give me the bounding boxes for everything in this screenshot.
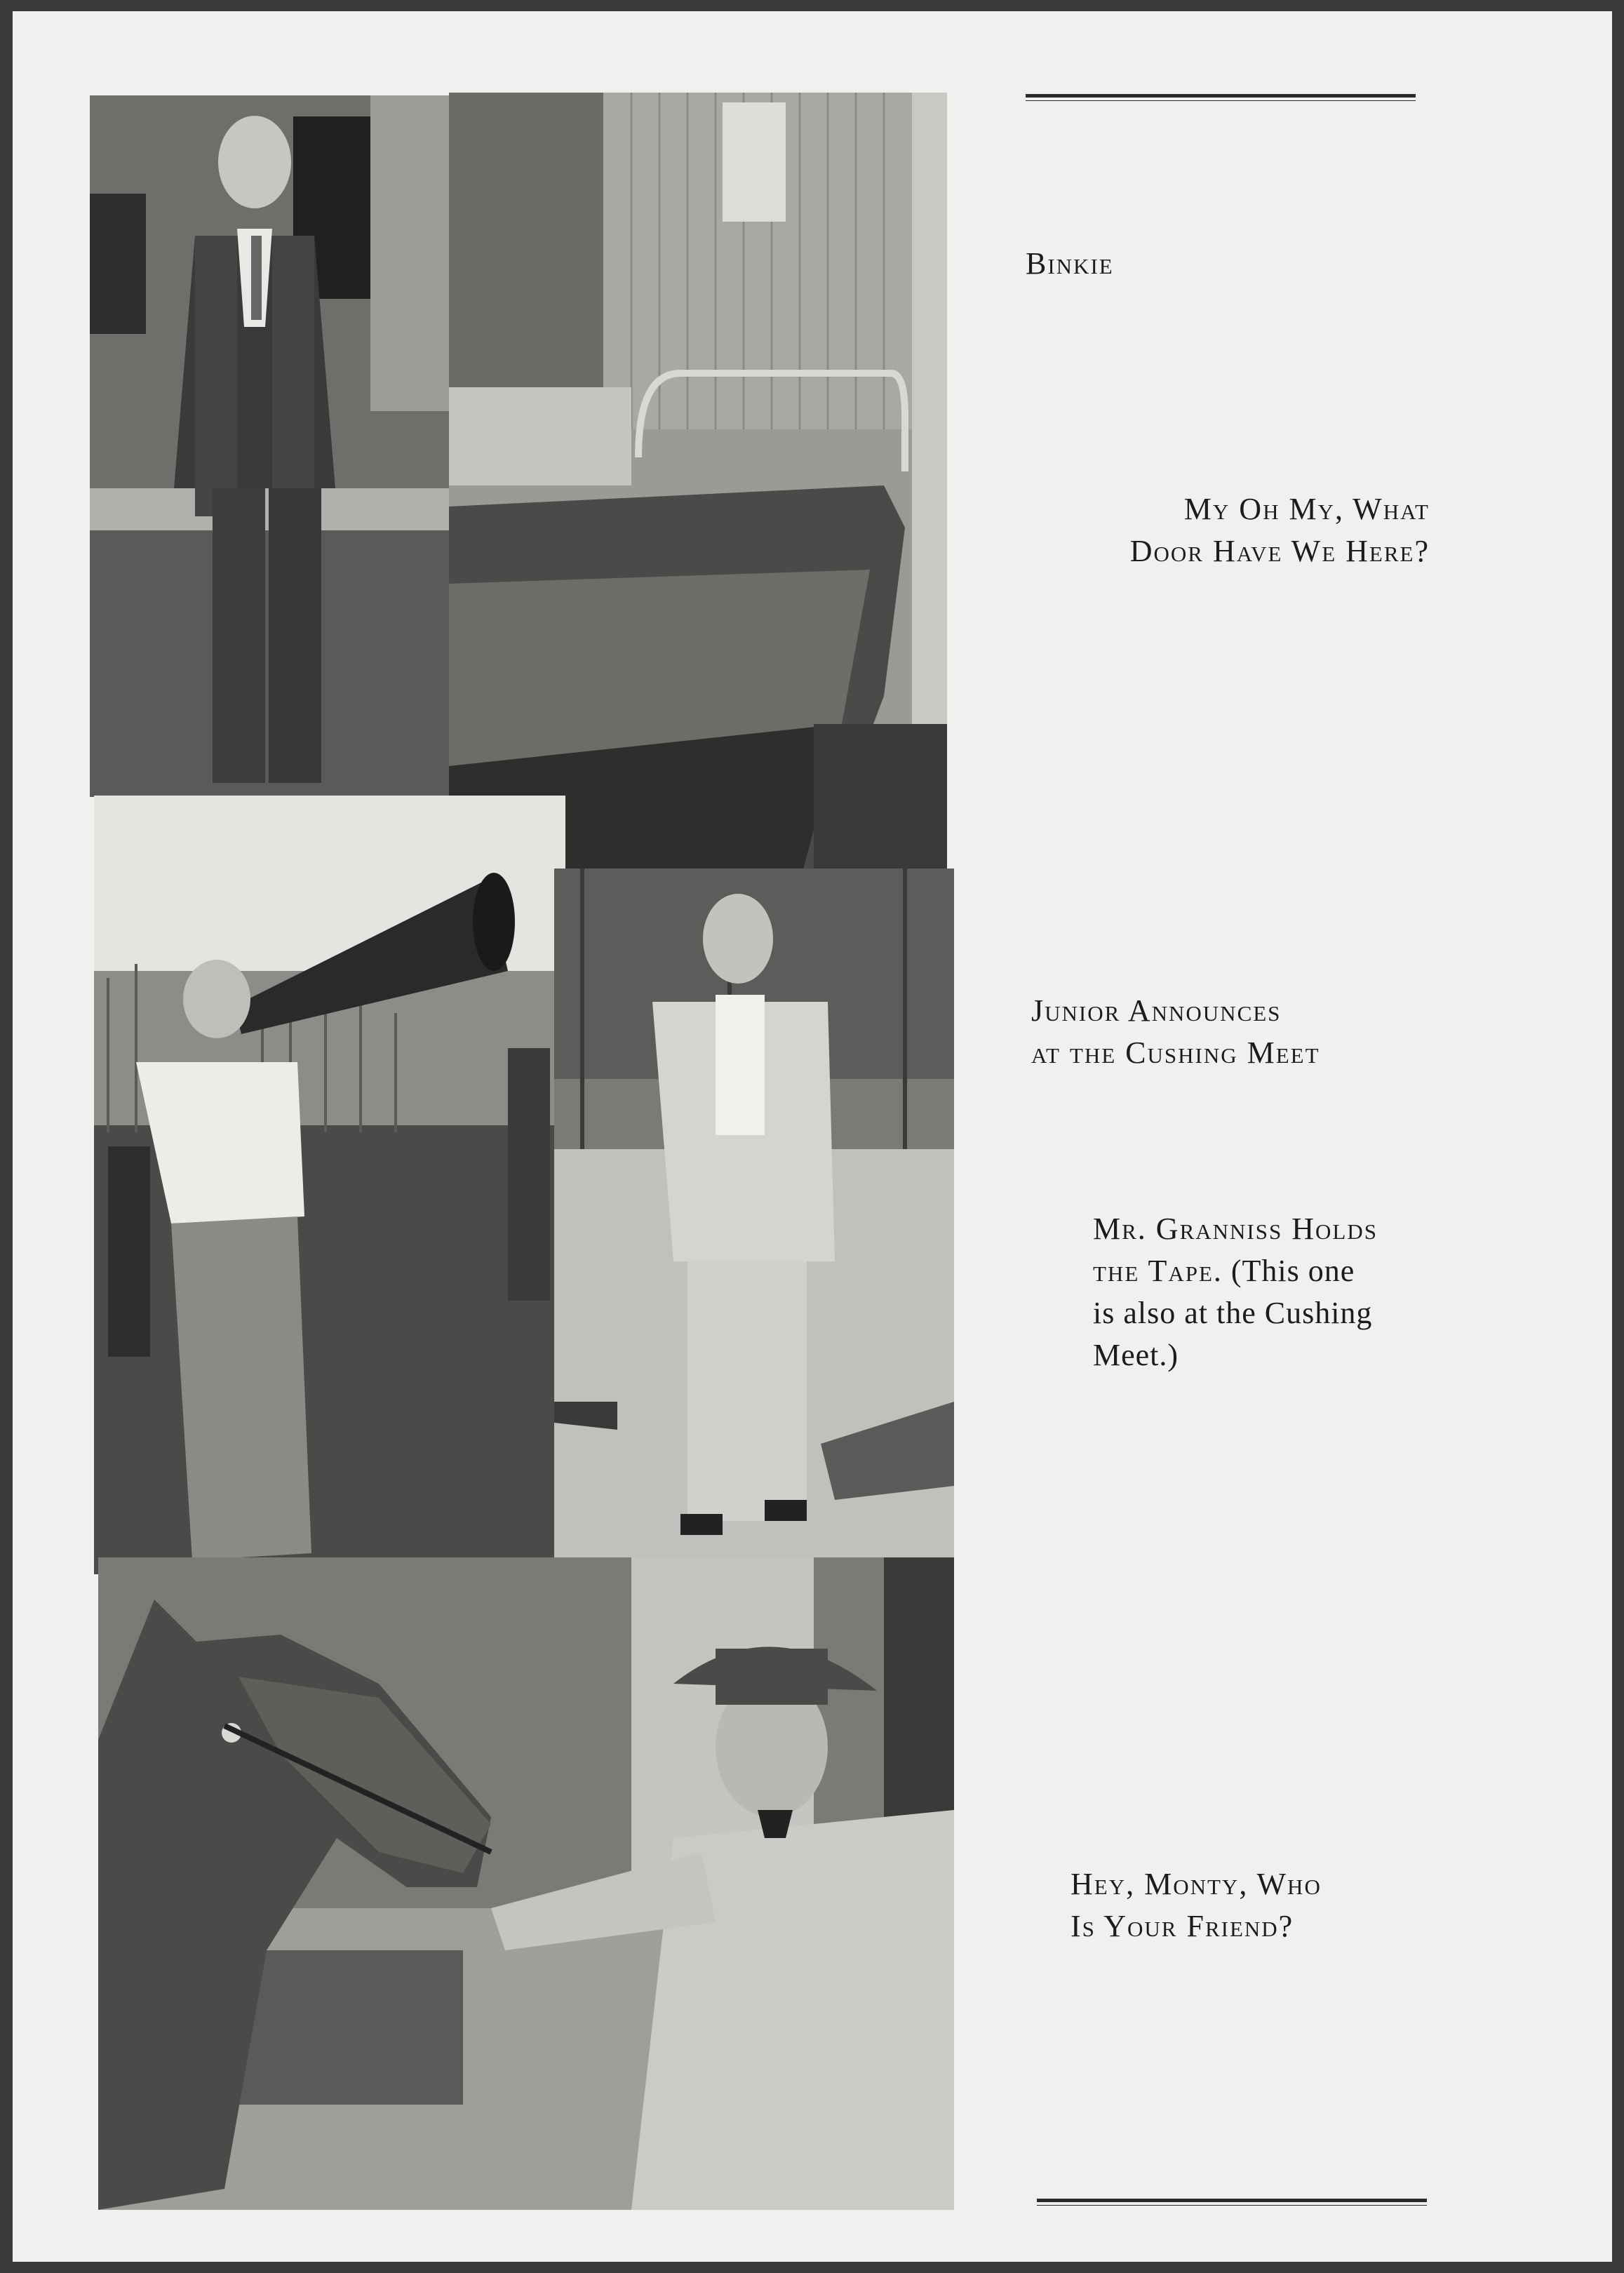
photo-binkie	[90, 95, 459, 797]
top-rule	[1026, 94, 1416, 101]
caption-granniss-line-2	[1093, 1250, 1434, 1292]
caption-door	[1054, 488, 1430, 572]
caption-granniss-line-1: Mr. Granniss Holds	[1093, 1212, 1378, 1246]
photo-megaphone-image	[94, 796, 565, 1574]
caption-monty-line-2: Is Your Friend?	[1071, 1909, 1294, 1943]
photo-megaphone	[94, 796, 565, 1574]
caption-binkie	[1026, 243, 1114, 285]
photo-monty	[98, 1557, 954, 2210]
caption-monty	[1071, 1863, 1322, 1947]
caption-junior-line-1: Junior Announces	[1031, 993, 1282, 1028]
photo-bed-image	[449, 93, 947, 883]
photo-binkie-image	[90, 95, 459, 797]
caption-granniss-line-2-smallcaps: the Tape.	[1093, 1254, 1223, 1288]
photo-granniss	[554, 869, 954, 1570]
photo-monty-image	[98, 1557, 954, 2210]
photo-granniss-image	[554, 869, 954, 1570]
caption-door-line-1: My Oh My, What	[1183, 492, 1430, 526]
bottom-rule	[1037, 2199, 1427, 2206]
yearbook-page	[13, 11, 1612, 2262]
caption-junior-line-2: at the Cushing Meet	[1031, 1035, 1320, 1070]
caption-granniss	[1093, 1208, 1434, 1376]
caption-granniss-line-2-rest: (This one	[1222, 1254, 1355, 1288]
caption-granniss-line-3: is also at the Cushing	[1093, 1296, 1373, 1330]
caption-monty-line-1: Hey, Monty, Who	[1071, 1867, 1322, 1901]
caption-junior	[1031, 990, 1320, 1074]
photo-bed	[449, 93, 947, 883]
caption-binkie-text: Binkie	[1026, 246, 1114, 281]
caption-granniss-line-4: Meet.)	[1093, 1338, 1179, 1372]
caption-door-line-2: Door Have We Here?	[1129, 534, 1430, 568]
